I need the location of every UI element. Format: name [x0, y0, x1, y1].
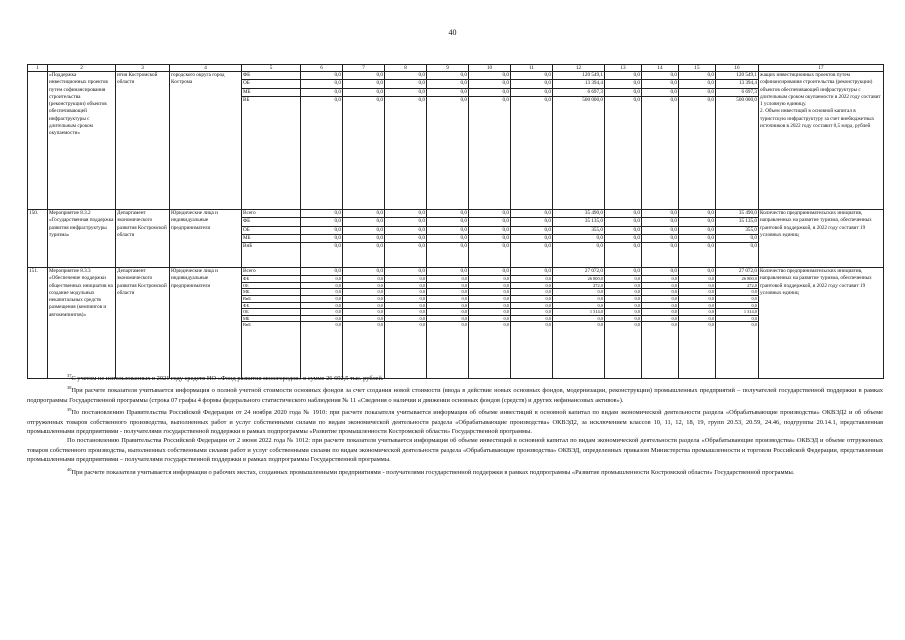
budget-table [27, 64, 884, 379]
amount: 0,0 [335, 322, 341, 328]
funding-source-cell [242, 210, 301, 268]
indicator-text: жащих инвестиционных проектов путем софинансирования строительства (реконструкции) объектов обеспечивающей инфраструктуры с длительным сроком окупаемости в 2022 году составит 1 условную единицу. 2. Объем инвестиций в основной капитал в туристскую инфраструктуру за счет внебюджетных источников в 2022 году составит 0,5 млрд. рублей [759, 72, 884, 210]
amount: 0,0 [679, 72, 715, 80]
amount: 0,0 [642, 309, 678, 316]
amount: 0,0 [679, 302, 715, 309]
amount: 0,0 [301, 210, 342, 218]
amount: 0,0 [343, 218, 384, 226]
amount: 0,0 [301, 289, 342, 296]
amount: 0,0 [385, 80, 426, 88]
amount: 500 000,0 [736, 96, 757, 103]
amount: 0,0 [642, 276, 678, 283]
amount: 0,0 [679, 226, 715, 234]
amount: 0,0 [605, 309, 641, 316]
recipient: Юридические лица и индивидуальные предприниматели [170, 268, 242, 379]
value-cell [343, 72, 385, 210]
amount: 0,0 [596, 243, 603, 250]
amount: 0,0 [376, 96, 383, 103]
amount: 0,0 [679, 296, 715, 303]
funding-source: ОБ [242, 309, 300, 316]
amount: 0,0 [469, 226, 510, 234]
amount: 0,0 [427, 234, 468, 242]
footnote-40: $^{40}$При расчете показателя учитывается информация о рабочих местах, созданных промышленными предприятиями - получателями государственной поддержки в рамках подпрограммы «Развитие промышленности Костромской области» Государственной программы. [67, 466, 795, 476]
amount: 0,0 [427, 218, 468, 226]
amount: 0,0 [633, 96, 640, 103]
amount: 0,0 [642, 218, 678, 226]
amount: 0,0 [418, 96, 425, 103]
value-cell [679, 72, 716, 210]
value-cell [301, 72, 343, 210]
amount: 0,0 [670, 96, 677, 103]
amount: 0,0 [679, 282, 715, 289]
amount: 0,0 [642, 289, 678, 296]
amount: 0,0 [597, 322, 603, 328]
amount: 0,0 [469, 289, 510, 296]
value-cell [511, 210, 553, 268]
amount: 0,0 [301, 315, 342, 322]
value-cell [553, 210, 605, 268]
amount: 0,0 [427, 289, 468, 296]
amount: 0,0 [301, 309, 342, 316]
amount: 0,0 [301, 226, 342, 234]
amount: 0,0 [343, 72, 384, 80]
measure-name: Мероприятие 8.3.3 «Обеспечение поддержки общественных инициатив на создание модульных некапитальных средств размещения (кемпингов и автокемпингов)» [48, 268, 116, 379]
amount: 0,0 [553, 296, 604, 303]
amount: 0,0 [553, 234, 604, 242]
amount: 0,0 [460, 96, 467, 103]
value-cell [469, 72, 511, 210]
footnote-39-continued: По постановлению Правительства Российской Федерации от 2 июня 2022 года № 1012: при расчете показателя учитывается информация об объеме инвестиций в основной капитал по видам экономической деятельности раздела «Обрабатывающие производства» ОКВЭД и объеме отгруженных товаров собственного производства, выполненных собственными силами работ и услуг собственными силами по видам экономической деятельности раздела «Обрабатывающие производства» ОКВЭД, определенных приказом Министерства промышленности и торговли Российской Федерации, представленная промышленными предприятиями – получателями государственной поддержки в рамках подпрограммы Государственной программы. [27, 437, 883, 464]
amount: 0,0 [334, 96, 341, 103]
amount: 0,0 [301, 302, 342, 309]
amount: 35 490,0 [553, 210, 604, 218]
recipient: Юридические лица и индивидуальные предприниматели [170, 210, 242, 268]
value-cell [716, 210, 759, 268]
column-number: 3 [116, 65, 170, 72]
amount: 0,0 [334, 243, 341, 250]
column-number: 2 [48, 65, 116, 72]
footnote-37: $^{37}$С учетом не использованных в 2021 году средств НО «Фонд развития моногородов» в сумме 26 692,5 тыс. рублей. [67, 373, 384, 382]
column-number: 13 [605, 65, 642, 72]
funding-source: МБ [242, 289, 300, 296]
amount: 0,0 [716, 302, 758, 309]
footnote-38: $^{38}$При расчете показателя учитывается информация о полной учетной стоимости основных фондов за счет создания новой стоимости (ввода в действие новых основных фондов, модернизации, реконструкции) промышленных предприятий – получателей государственной поддержки в рамках подпрограммы Государственной программы (строка 07 графы 4 формы федерального статистического наблюдения № 11 «Сведения о наличии и движении основных фондов (средств) и других нефинансовых активов»). [27, 385, 883, 404]
amount: 0,0 [469, 315, 510, 322]
amount: 0,0 [605, 234, 641, 242]
column-number-row [28, 65, 884, 72]
measure-name: «Поддержка инвестиционных проектов путем софинансирования строительства (реконструкции) объектов обеспечивающей инфраструктуры с длительным сроком окупаемости» [48, 72, 116, 210]
amount: 0,0 [502, 96, 509, 103]
column-number: 1 [28, 65, 48, 72]
executor: Департамент экономического развития Костромской области [116, 210, 170, 268]
value-cell [605, 72, 642, 210]
value-cell [511, 72, 553, 210]
value-cell [553, 72, 605, 210]
funding-source: Всего [242, 268, 300, 276]
amount: 0,0 [544, 243, 551, 250]
funding-source: ВБ [243, 96, 250, 103]
amount: 0,0 [469, 282, 510, 289]
amount: 0,0 [427, 309, 468, 316]
amount: 0,0 [642, 282, 678, 289]
amount: 35 135,0 [553, 218, 604, 226]
amount: 0,0 [642, 302, 678, 309]
amount: 0,0 [376, 243, 383, 250]
row-number [28, 72, 48, 210]
amount: 0,0 [679, 315, 715, 322]
value-cell [427, 268, 469, 379]
amount: 0,0 [679, 268, 715, 276]
amount: 0,0 [427, 268, 468, 276]
amount: 0,0 [642, 88, 678, 96]
amount: 0,0 [634, 322, 640, 328]
amount: 0,0 [642, 80, 678, 88]
column-number: 14 [642, 65, 679, 72]
amount: 0,0 [679, 289, 715, 296]
amount: 13 394,4 [716, 80, 758, 88]
amount: 0,0 [679, 276, 715, 283]
value-cell [469, 210, 511, 268]
value-cell [642, 268, 679, 379]
amount: 0,0 [343, 234, 384, 242]
column-number: 7 [343, 65, 385, 72]
column-number: 11 [511, 65, 553, 72]
amount: 0,0 [427, 315, 468, 322]
amount: 0,0 [343, 268, 384, 276]
amount: 0,0 [469, 80, 510, 88]
amount: 0,0 [544, 96, 551, 103]
amount: 0,0 [605, 289, 641, 296]
funding-source: ВнБ [243, 322, 251, 328]
amount: 0,0 [301, 296, 342, 303]
value-cell [385, 210, 427, 268]
table-row [28, 268, 884, 379]
amount: 0,0 [679, 210, 715, 218]
amount: 35 490,0 [716, 210, 758, 218]
row-number: 151. [28, 268, 48, 379]
amount: 0,0 [385, 268, 426, 276]
amount: 0,0 [511, 218, 552, 226]
amount: 0,0 [301, 72, 342, 80]
amount: 0,0 [605, 315, 641, 322]
amount: 0,0 [553, 302, 604, 309]
column-number: 5 [242, 65, 301, 72]
amount: 0,0 [427, 282, 468, 289]
footnote-39: $^{39}$По постановлению Правительства Российской Федерации от 24 ноября 2020 года № 1910: при расчете показателя учитывается информация об объеме инвестиций в основной капитал по видам экономической деятельности раздела «Обрабатывающие производства» ОКВЭД2 и об объеме отгруженных товаров собственного производства, выполненных работ и услуг собственными силами по видам экономической деятельности раздела «Обрабатывающие производства» ОКВЭД2, за исключением классов 10, 11, 12, 18, 19, групп 20.53, 20.59, 24.46, подгруппы 20.14.1, представленная промышленными предприятиями - получателями государственной поддержки в рамках подпрограммы «Развитие промышленности Костромской области» Государственной программы. [27, 407, 883, 436]
amount: 0,0 [385, 234, 426, 242]
amount: 0,0 [708, 322, 714, 328]
amount: 0,0 [385, 226, 426, 234]
amount: 0,0 [427, 302, 468, 309]
amount: 0,0 [553, 289, 604, 296]
row-number: 150. [28, 210, 48, 268]
funding-source: МБ [242, 315, 300, 322]
value-cell [385, 268, 427, 379]
amount: 0,0 [679, 218, 715, 226]
amount: 0,0 [427, 210, 468, 218]
amount: 0,0 [605, 276, 641, 283]
amount: 0,0 [418, 243, 425, 250]
amount: 0,0 [469, 234, 510, 242]
amount: 27 072,0 [553, 268, 604, 276]
amount: 6 697,3 [553, 88, 604, 96]
amount: 0,0 [511, 282, 552, 289]
amount: 500 000,0 [582, 96, 603, 103]
amount: 0,0 [642, 268, 678, 276]
amount: 0,0 [605, 282, 641, 289]
amount: 0,0 [511, 88, 552, 96]
value-cell [301, 210, 343, 268]
amount: 0,0 [469, 296, 510, 303]
column-number: 17 [759, 65, 884, 72]
funding-source-cell [242, 268, 301, 379]
amount: 0,0 [427, 88, 468, 96]
amount: 26 800,0 [716, 276, 758, 283]
amount: 0,0 [605, 210, 641, 218]
amount: 0,0 [642, 234, 678, 242]
amount: 0,0 [343, 80, 384, 88]
column-number: 8 [385, 65, 427, 72]
footnotes [27, 371, 883, 477]
value-cell [427, 72, 469, 210]
amount: 120 549,1 [716, 72, 758, 80]
amount: 0,0 [385, 88, 426, 96]
amount: 0,0 [301, 268, 342, 276]
value-cell [716, 268, 759, 379]
amount: 0,0 [385, 289, 426, 296]
value-cell [605, 210, 642, 268]
funding-source: ВнБ [242, 296, 300, 303]
executor: Департамент экономического развития Костромской области [116, 268, 170, 379]
amount: 0,0 [605, 88, 641, 96]
amount: 0,0 [679, 80, 715, 88]
amount: 0,0 [469, 276, 510, 283]
amount: 0,0 [301, 80, 342, 88]
amount: 0,0 [301, 276, 342, 283]
amount: 0,0 [511, 268, 552, 276]
amount: 0,0 [671, 322, 677, 328]
amount: 0,0 [343, 276, 384, 283]
value-cell [301, 268, 343, 379]
amount: 0,0 [343, 309, 384, 316]
amount: 0,0 [343, 289, 384, 296]
column-number: 4 [170, 65, 242, 72]
amount: 0,0 [301, 234, 342, 242]
amount: 0,0 [377, 322, 383, 328]
amount: 35 135,0 [716, 218, 758, 226]
amount: 0,0 [385, 210, 426, 218]
value-cell [511, 268, 553, 379]
amount: 0,0 [605, 80, 641, 88]
amount: 0,0 [385, 309, 426, 316]
recipient: городского округа город Кострома [170, 72, 242, 210]
amount: 0,0 [642, 296, 678, 303]
amount: 27 072,0 [716, 268, 758, 276]
column-number: 9 [427, 65, 469, 72]
amount: 0,0 [707, 243, 714, 250]
amount: 0,0 [679, 234, 715, 242]
amount: 0,0 [385, 302, 426, 309]
funding-source: МБ [242, 234, 300, 242]
amount: 1 314,0 [716, 309, 758, 316]
amount: 0,0 [301, 88, 342, 96]
column-number: 10 [469, 65, 511, 72]
value-cell [679, 268, 716, 379]
amount: 0,0 [385, 315, 426, 322]
amount: 0,0 [511, 210, 552, 218]
amount: 0,0 [605, 72, 641, 80]
amount: 0,0 [642, 226, 678, 234]
funding-source: ОБ [242, 282, 300, 289]
amount: 0,0 [469, 72, 510, 80]
amount: 0,0 [503, 322, 509, 328]
value-cell [427, 210, 469, 268]
amount: 0,0 [343, 315, 384, 322]
executor: ития Костромской области [116, 72, 170, 210]
amount: 0,0 [511, 296, 552, 303]
amount: 0,0 [642, 315, 678, 322]
amount: 0,0 [670, 243, 677, 250]
indicator-text: Количество предпринимательских инициатив, направленных на развитие туризма, обеспеченных грантовой поддержкой, в 2022 году составит 19 условных единиц [759, 268, 884, 379]
value-cell [469, 268, 511, 379]
amount: 0,0 [427, 226, 468, 234]
amount: 26 800,0 [553, 276, 604, 283]
amount: 0,0 [461, 322, 467, 328]
funding-source: ФБ [242, 302, 300, 309]
amount: 0,0 [511, 302, 552, 309]
amount: 0,0 [343, 302, 384, 309]
amount: 0,0 [716, 296, 758, 303]
column-number: 12 [553, 65, 605, 72]
amount: 0,0 [385, 296, 426, 303]
value-cell [679, 210, 716, 268]
amount: 0,0 [469, 88, 510, 96]
table-row [28, 72, 884, 210]
amount: 0,0 [460, 243, 467, 250]
amount: 1 314,0 [553, 309, 604, 316]
amount: 0,0 [343, 296, 384, 303]
amount: 0,0 [301, 282, 342, 289]
funding-source: ОБ [242, 80, 300, 88]
amount: 6 697,3 [716, 88, 758, 96]
amount: 0,0 [419, 322, 425, 328]
page-number: 40 [448, 28, 457, 37]
amount: 0,0 [469, 309, 510, 316]
column-number: 6 [301, 65, 343, 72]
amount: 0,0 [511, 289, 552, 296]
amount: 0,0 [511, 80, 552, 88]
amount: 0,0 [511, 234, 552, 242]
amount: 0,0 [469, 210, 510, 218]
column-number: 15 [679, 65, 716, 72]
amount: 272,0 [553, 282, 604, 289]
amount: 0,0 [716, 315, 758, 322]
amount: 0,0 [605, 226, 641, 234]
value-cell [642, 72, 679, 210]
amount: 120 549,1 [553, 72, 604, 80]
amount: 0,0 [605, 218, 641, 226]
amount: 0,0 [642, 210, 678, 218]
amount: 0,0 [511, 315, 552, 322]
amount: 0,0 [343, 282, 384, 289]
value-cell [642, 210, 679, 268]
amount: 0,0 [716, 234, 758, 242]
funding-source: ФБ [242, 276, 300, 283]
amount: 0,0 [511, 309, 552, 316]
amount: 0,0 [385, 276, 426, 283]
amount: 355,0 [716, 226, 758, 234]
amount: 0,0 [605, 296, 641, 303]
amount: 0,0 [716, 289, 758, 296]
amount: 13 394,4 [553, 80, 604, 88]
indicator-text: Количество предпринимательских инициатив, направленных на развитие туризма, обеспеченных грантовой поддержкой, в 2022 году составит 19 условных единиц [759, 210, 884, 268]
amount: 0,0 [469, 302, 510, 309]
amount: 0,0 [707, 96, 714, 103]
value-cell [553, 268, 605, 379]
amount: 0,0 [427, 276, 468, 283]
amount: 0,0 [502, 243, 509, 250]
amount: 355,0 [553, 226, 604, 234]
amount: 0,0 [301, 218, 342, 226]
value-cell [343, 210, 385, 268]
amount: 0,0 [427, 80, 468, 88]
amount: 0,0 [511, 226, 552, 234]
amount: 0,0 [427, 72, 468, 80]
amount: 0,0 [642, 72, 678, 80]
amount: 0,0 [633, 243, 640, 250]
amount: 0,0 [679, 88, 715, 96]
amount: 0,0 [385, 218, 426, 226]
amount: 0,0 [469, 268, 510, 276]
amount: 0,0 [679, 309, 715, 316]
column-number: 16 [716, 65, 759, 72]
amount: 0,0 [427, 296, 468, 303]
funding-source: ФБ [242, 218, 300, 226]
amount: 0,0 [511, 276, 552, 283]
amount: 0,0 [750, 243, 757, 250]
amount: 0,0 [751, 322, 757, 328]
amount: 272,0 [716, 282, 758, 289]
funding-source: МБ [242, 88, 300, 96]
amount: 0,0 [385, 72, 426, 80]
funding-source: ФБ [242, 72, 300, 80]
amount: 0,0 [605, 302, 641, 309]
amount: 0,0 [385, 282, 426, 289]
funding-source: Всего [242, 210, 300, 218]
value-cell [385, 72, 427, 210]
measure-name: Мероприятие 8.3.2 «Государственная поддержка развития инфраструктуры туризма» [48, 210, 116, 268]
amount: 0,0 [343, 88, 384, 96]
amount: 0,0 [545, 322, 551, 328]
amount: 0,0 [553, 315, 604, 322]
table-row [28, 210, 884, 268]
amount: 0,0 [605, 268, 641, 276]
value-cell [343, 268, 385, 379]
amount: 0,0 [511, 72, 552, 80]
value-cell [716, 72, 759, 210]
funding-source: ВнБ [243, 243, 253, 250]
amount: 0,0 [343, 226, 384, 234]
funding-source: ОБ [242, 226, 300, 234]
amount: 0,0 [343, 210, 384, 218]
value-cell [605, 268, 642, 379]
funding-source-cell [242, 72, 301, 210]
amount: 0,0 [469, 218, 510, 226]
